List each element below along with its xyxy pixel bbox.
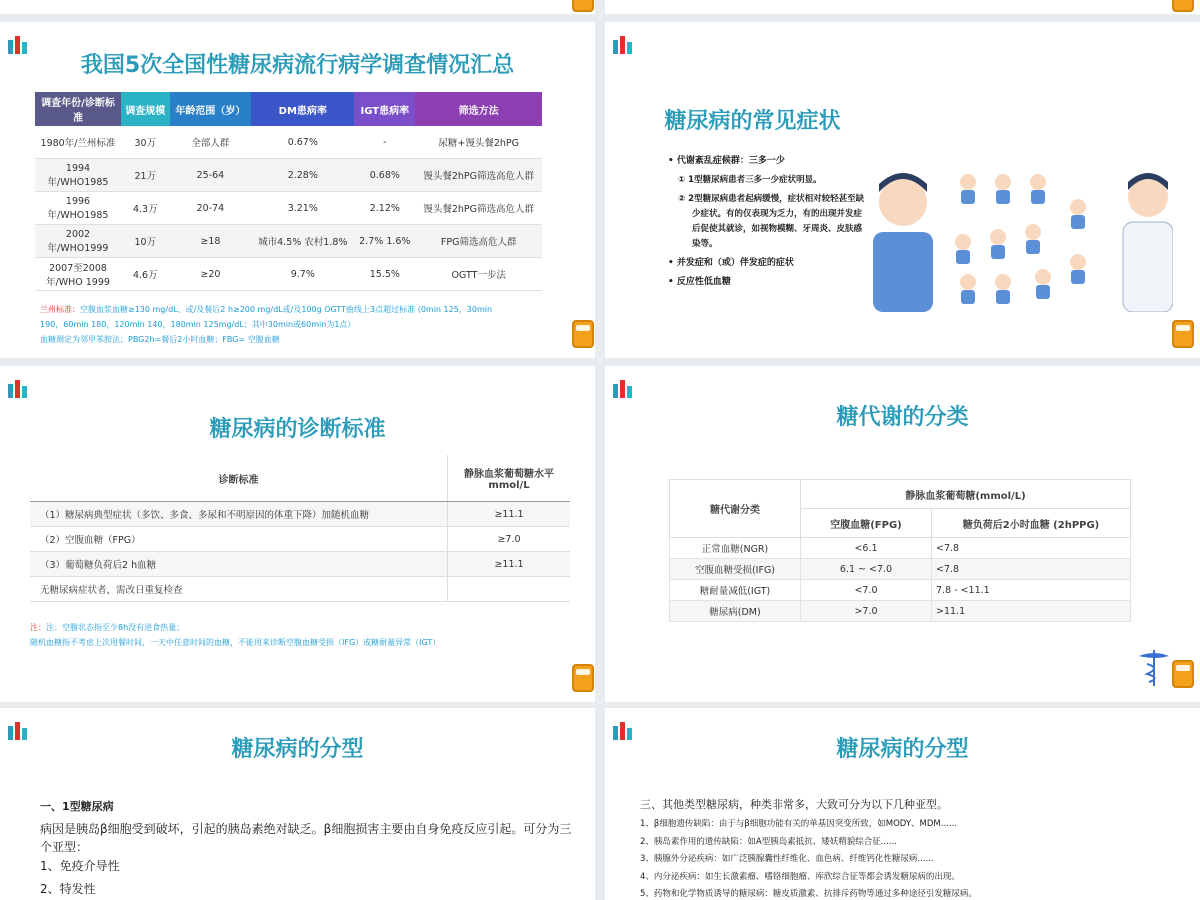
- test-tube-icon: [1172, 660, 1194, 688]
- slide-title: 糖尿病的分型: [836, 737, 969, 762]
- diagnostic-table: [30, 455, 570, 602]
- slide-diabetes-types-other: [605, 708, 1200, 900]
- table-cell: 30万: [121, 126, 170, 159]
- header-2h: 糖负荷后2小时血糖 (2hPPG): [932, 509, 1131, 538]
- slide-title: 糖代谢的分类: [836, 405, 969, 430]
- table-cell: 6.1 ~ <7.0: [801, 559, 932, 580]
- bar-logo-icon: [613, 32, 635, 54]
- symptom-item-hypoglycemia: • 反应性低血糖: [668, 277, 731, 287]
- table-row: [30, 552, 570, 577]
- note-fasting: 注：注：空腹状态指至少8h没有进食热量；: [30, 623, 185, 632]
- table-row: [670, 559, 1131, 580]
- table-row: [35, 258, 542, 291]
- header-class: 糖代谢分类: [670, 480, 801, 538]
- table-cell: <7.0: [801, 580, 932, 601]
- table-cell: 21万: [121, 159, 170, 192]
- symptom-item-complications: • 并发症和（或）伴发症的症状: [668, 258, 794, 268]
- test-tube-icon: [1172, 0, 1194, 12]
- table-cell: 2.28%: [251, 159, 354, 192]
- symptom-list: [668, 154, 868, 294]
- table-cell: <7.8: [932, 538, 1131, 559]
- table-cell: 15.5%: [354, 258, 415, 291]
- table-cell: （3）葡萄糖负荷后2 h血糖: [30, 552, 448, 577]
- table-cell: 1996年/WHO1985: [35, 192, 121, 225]
- note-label: 兰州标准：: [40, 305, 80, 314]
- table-cell: -: [354, 126, 415, 159]
- table-cell: <7.8: [932, 559, 1131, 580]
- caduceus-icon: [1137, 648, 1171, 688]
- table-row: [30, 527, 570, 552]
- survey-note: [40, 302, 540, 347]
- table-row: [30, 502, 570, 527]
- diagnostic-note: [30, 620, 590, 650]
- survey-header-5: 筛选方法: [415, 92, 542, 126]
- doctor-coat-shape: [1123, 222, 1173, 312]
- list-item: 1、β细胞遗传缺陷：由于与β细胞功能有关的单基因突变所致，如MODY、MDM......: [640, 819, 957, 829]
- note-random: 随机血糖指不考虑上次用餐时间，一天中任意时间的血糖，不能用来诊断空腹血糖受损（IFG）或糖耐量异常（IGT）: [30, 638, 441, 647]
- table-cell: 4.3万: [121, 192, 170, 225]
- table-cell: 2.7% 1.6%: [354, 225, 415, 258]
- table-row: [670, 580, 1131, 601]
- table-cell: ≥11.1: [448, 552, 571, 577]
- type1-item-idiopathic: 2、特发性: [40, 882, 96, 896]
- symptom-figure-bodies: [956, 190, 1085, 304]
- table-cell: 空腹血糖受损(IFG): [670, 559, 801, 580]
- test-tube-icon: [572, 320, 594, 348]
- table-cell: 无糖尿病症状者，需改日重复检查: [30, 577, 448, 602]
- table-row: [670, 601, 1131, 622]
- header-group: 静脉血浆葡萄糖(mmol/L): [801, 480, 1131, 509]
- bar-logo-icon: [8, 376, 30, 398]
- table-cell: 0.67%: [251, 126, 354, 159]
- table-cell: [448, 577, 571, 602]
- survey-table: [35, 92, 542, 291]
- table-cell: ≥18: [170, 225, 252, 258]
- symptom-item-metabolic: • 代谢紊乱症候群：三多一少: [668, 156, 785, 166]
- glucose-class-table: [669, 479, 1131, 622]
- table-cell: FPG筛选高危人群: [415, 225, 542, 258]
- table-cell: 20-74: [170, 192, 252, 225]
- other-types-heading: 三、其他类型糖尿病，种类非常多，大致可分为以下几种亚型。: [640, 798, 948, 811]
- prev-slide-left-strip: [0, 0, 595, 14]
- symptom-sub-type1: ① 1型糖尿病患者三多一少症状明显。: [678, 175, 822, 185]
- table-cell: 馒头餐2hPG筛选高危人群: [415, 159, 542, 192]
- table-cell: 正常血糖(NGR): [670, 538, 801, 559]
- table-cell: ≥20: [170, 258, 252, 291]
- patient-body-shape: [873, 232, 933, 312]
- table-cell: 糖尿病(DM): [670, 601, 801, 622]
- slide-title: 糖尿病的诊断标准: [209, 417, 386, 442]
- table-cell: 糖耐量减低(IGT): [670, 580, 801, 601]
- survey-header-1: 调查规模: [121, 92, 170, 126]
- table-row: [35, 126, 542, 159]
- table-cell: 2007至2008年/WHO 1999: [35, 258, 121, 291]
- table-cell: 馒头餐2hPG筛选高危人群: [415, 192, 542, 225]
- table-cell: （1）糖尿病典型症状（多饮、多食、多尿和不明原因的体重下降）加随机血糖: [30, 502, 448, 527]
- table-row: [35, 225, 542, 258]
- table-cell: 2.12%: [354, 192, 415, 225]
- table-cell: 0.68%: [354, 159, 415, 192]
- table-cell: 4.6万: [121, 258, 170, 291]
- list-item: 3、胰腺外分泌疾病：如广泛胰腺囊性纤维化、血色病、纤维钙化性糖尿病......: [640, 854, 934, 864]
- list-item: 4、内分泌疾病：如生长激素瘤、嗜铬细胞瘤、库欣综合征等都会诱发糖尿病的出现。: [640, 871, 960, 882]
- table-cell: 1994年/WHO1985: [35, 159, 121, 192]
- table-cell: >11.1: [932, 601, 1131, 622]
- table-cell: OGTT一步法: [415, 258, 542, 291]
- header-glucose: 静脉血浆葡萄糖水平mmol/L: [448, 455, 571, 502]
- type1-heading: 一、1型糖尿病: [40, 800, 114, 813]
- table-cell: 1980年/兰州标准: [35, 126, 121, 159]
- test-tube-icon: [1172, 320, 1194, 348]
- table-cell: 2002年/WHO1999: [35, 225, 121, 258]
- other-types-list: [640, 816, 1180, 900]
- type1-item-immune: 1、免疫介导性: [40, 859, 120, 873]
- symptom-illustration: [873, 162, 1173, 312]
- type1-paragraph: 病因是胰岛β细胞受到破坏，引起的胰岛素绝对缺乏。β细胞损害主要由自身免疫反应引起。可分为三个亚型：: [40, 822, 572, 854]
- table-row: [670, 538, 1131, 559]
- note-line3: 血糖测定为邻甲苯胺法；PBG2h=餐后2小时血糖；FBG= 空腹血糖: [40, 335, 280, 344]
- table-cell: <6.1: [801, 538, 932, 559]
- symptom-figures: [955, 174, 1086, 290]
- table-cell: （2）空腹血糖（FPG）: [30, 527, 448, 552]
- table-cell: 25-64: [170, 159, 252, 192]
- header-fpg: 空腹血糖(FPG): [801, 509, 932, 538]
- test-tube-icon: [572, 0, 594, 12]
- table-cell: 全部人群: [170, 126, 252, 159]
- survey-header-3: DM患病率: [251, 92, 354, 126]
- list-item: 2、胰岛素作用的遗传缺陷：如A型胰岛素抵抗、矮妖精貌综合征......: [640, 836, 897, 847]
- test-tube-icon: [572, 664, 594, 692]
- table-cell: 城市4.5% 农村1.8%: [251, 225, 354, 258]
- header-criteria: 诊断标准: [30, 455, 448, 502]
- note-line2: 190，60min 180，120min 140，180min 125mg/dL；其中30min或60min为1点）: [40, 320, 356, 329]
- table-cell: ≥7.0: [448, 527, 571, 552]
- survey-header-2: 年龄范围（岁）: [170, 92, 252, 126]
- note-red: 空腹血浆血糖≥130 mg/dL、或/及餐后2 h≥200 mg/dL或/及100g OGTT曲线上3点超过标准 (0min 125，30min: [80, 305, 493, 314]
- table-cell: 7.8 - <11.1: [932, 580, 1131, 601]
- table-cell: 9.7%: [251, 258, 354, 291]
- table-cell: 3.21%: [251, 192, 354, 225]
- table-row: [35, 159, 542, 192]
- bar-logo-icon: [613, 376, 635, 398]
- table-row: [30, 577, 570, 602]
- survey-header-0: 调查年份/诊断标准: [35, 92, 121, 126]
- prev-slide-right-strip: [605, 0, 1200, 14]
- slide-title: 糖尿病的常见症状: [664, 109, 841, 134]
- table-cell: ≥11.1: [448, 502, 571, 527]
- table-cell: >7.0: [801, 601, 932, 622]
- slide-title: 我国5次全国性糖尿病流行病学调查情况汇总: [80, 53, 515, 78]
- table-cell: 尿糖+馒头餐2hPG: [415, 126, 542, 159]
- slide-diabetes-types-1: [0, 708, 595, 900]
- survey-header-4: IGT患病率: [354, 92, 415, 126]
- table-row: [35, 192, 542, 225]
- slide-title: 糖尿病的分型: [231, 737, 364, 762]
- table-cell: 10万: [121, 225, 170, 258]
- symptom-sub-type2: ② 2型糖尿病患者起病缓慢，症状相对较轻甚至缺少症状。有的仅表现为乏力，有的出现并发症后促使其就诊，如视物模糊、牙周炎、皮肤感染等。: [678, 194, 865, 249]
- list-item: 5、药物和化学物质诱导的糖尿病：糖皮质激素、抗排斥药物等通过多种途径引发糖尿病。: [640, 889, 977, 899]
